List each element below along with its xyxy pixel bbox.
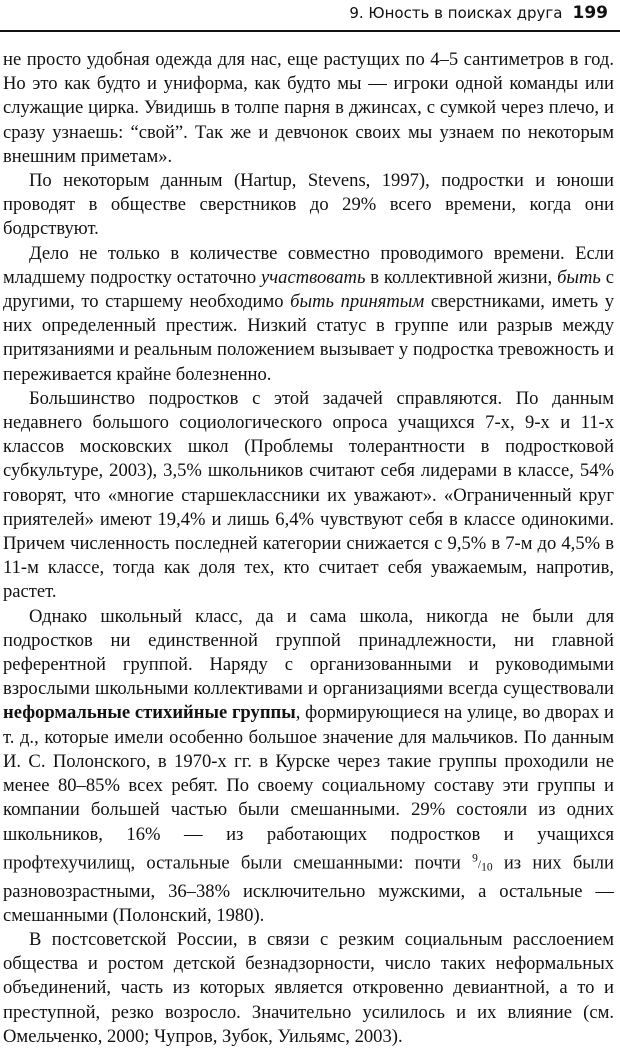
- body-text: [3, 48, 614, 1049]
- italic-emphasis: быть принятым: [290, 291, 425, 313]
- paragraph-4: Большинство подростков с этой задачей справляются. По данным недавнего большого социологического опроса учащихся 7-х, 9-х и 11-х классов московских школ (Проблемы толерантности в подростковой субкультуре, 2003), 3,5% школьников считают себя лидерами в классе, 54% говорят, что «многие старшеклассники их уважают». «Ограниченный круг приятелей» имеют 19,4% и лишь 6,4% чувствуют себя в классе одинокими. Причем численность последней категории снижается с 9,5% в 7-м до 4,5% в 11-м классе, тогда как доля тех, кто считает себя уважаемым, напротив, растет.: [3, 387, 614, 603]
- text-run: в коллективной жизни,: [365, 266, 558, 288]
- chapter-title: 9. Юность в поисках друга: [349, 4, 563, 22]
- fraction-denominator: 10: [481, 861, 493, 874]
- header-rule: [0, 30, 620, 32]
- text-run: сверстниками, иметь у них определенный престиж. Низкий статус в группе или разрыв между притязаниями и реальным положением вызывает у подростка тревожность и переживается крайне болезненно.: [3, 291, 614, 385]
- paragraph-2: По некоторым данным (Hartup, Stevens, 1997), подростки и юноши проводят в обществе сверстников до 29% всего времени, когда они бодрствуют.: [3, 170, 614, 240]
- text-run: , формирующиеся на улице, во дворах и т. д., которые имели особенно большое значение для мальчиков. По данным И. С. Полонского, в 1970-х гг. в Курске через такие группы проходили не менее 80–85% всех ребят. По своему социальному составу эти группы и компании большей частью были смешанными. 29% состояли из одних школьников, 16% — из работающих подростков и учащихся профтехучилищ, остальные были смешанными: почти: [3, 702, 614, 874]
- italic-emphasis: участвовать: [261, 266, 366, 288]
- text-run: Однако школьный класс, да и сама школа, никогда не были для подростков ни единственной группой принадлежности, ни главной референтной группой. Наряду с организованными и руководимыми взрослыми школьными коллективами и организациями всегда существовали: [3, 605, 614, 700]
- italic-emphasis: быть: [557, 266, 601, 288]
- paragraph-1: не просто удобная одежда для нас, еще растущих по 4–5 сантиметров в год. Но это как будто и униформа, как будто мы — игроки одной команды или служащие цирка. Увидишь в толпе парня в джинсах, с сумкой через плечо, и сразу узнаешь: “свой”. Так же и девчонок своих мы узнаем по некоторым внешним приметам».: [3, 49, 614, 167]
- paragraph-6: В постсоветской России, в связи с резким социальным расслоением общества и ростом детской безнадзорности, число таких неформальных объединений, часть из которых является откровенно девиантной, а то и преступной, резко возросло. Значительно усилилось и их влияние (см. Омельченко, 2000; Чупров, Зубок, Уильямс, 2003).: [3, 928, 614, 1047]
- paragraph-5: [3, 605, 614, 928]
- paragraph-3: [3, 242, 614, 387]
- text-run: из них были разновозрастными, 36–38% исключительно мужскими, а остальные — смешанными (Полонский, 1980).: [3, 852, 614, 926]
- text-run: с другими, то старшему необходимо: [3, 266, 615, 313]
- page-number: 199: [572, 3, 608, 23]
- text-run: Дело не только в количестве совместно проводимого времени. Если младшему подростку остаточно: [3, 242, 614, 288]
- bold-term: неформальные стихийные группы: [3, 702, 296, 724]
- fraction-numerator: 9: [472, 852, 478, 865]
- fraction: $^9/_{10}$: [472, 852, 493, 874]
- running-head: [349, 3, 608, 29]
